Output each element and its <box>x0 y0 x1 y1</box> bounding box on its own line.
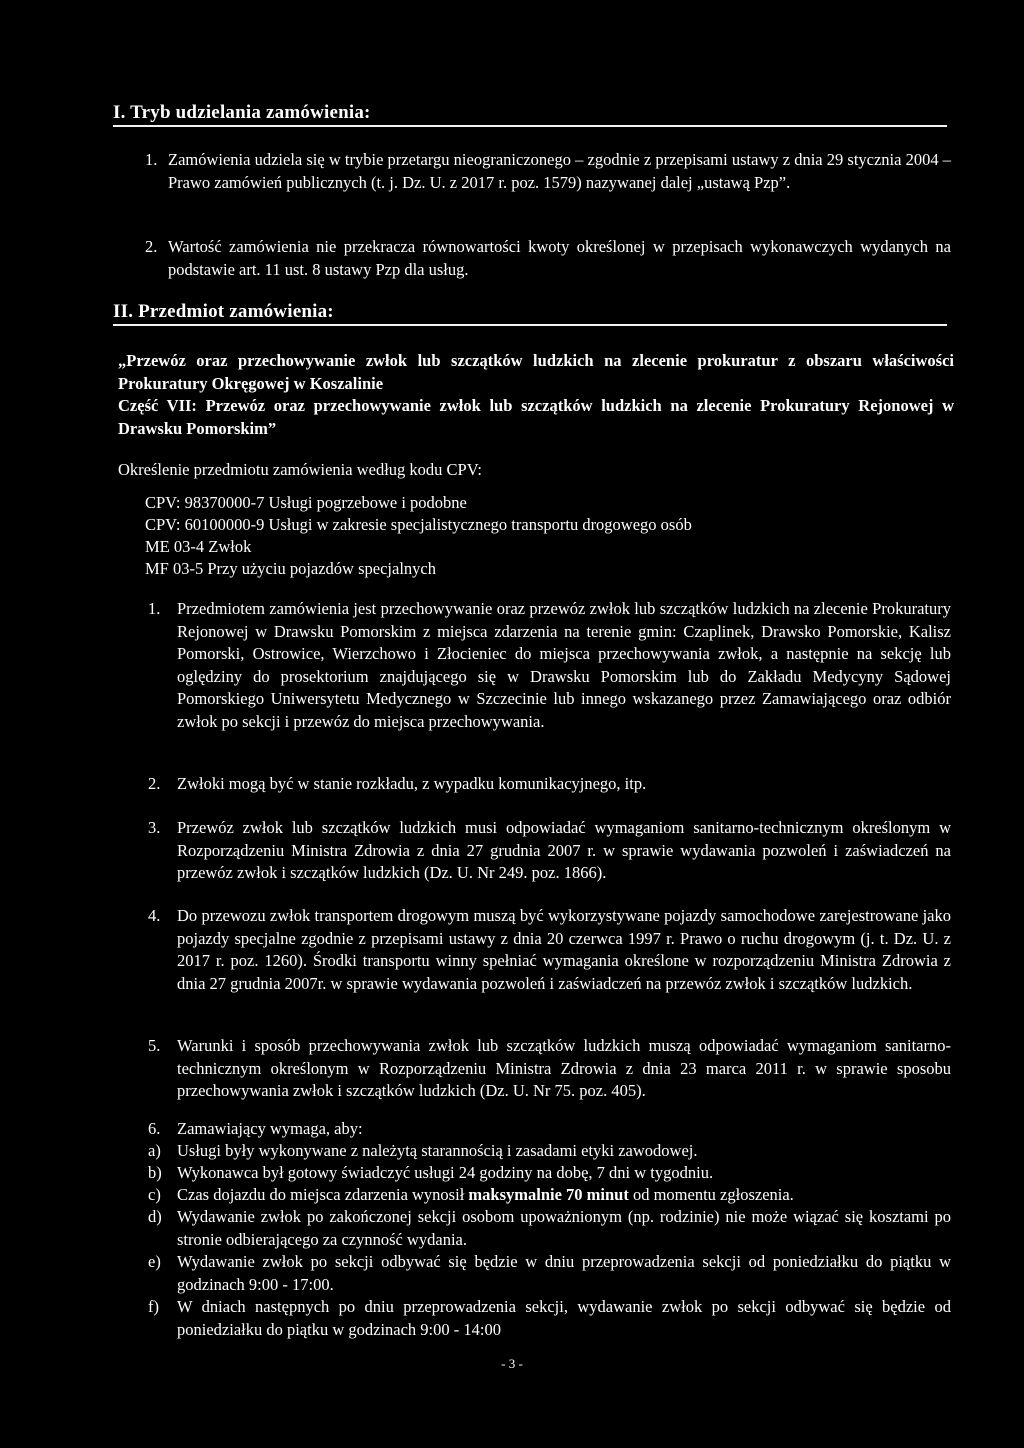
subitem-a: Usługi były wykonywane z należytą starannością i zasadami etyki zawodowej. <box>177 1141 698 1160</box>
contract-title: „Przewóz oraz przechowywanie zwłok lub szczątków ludzkich na zlecenie prokuratur z obszaru właściwości Prokuratury Okręgowej w Koszalinie <box>118 351 954 393</box>
subitem-letter: b) <box>148 1163 162 1182</box>
item-number: 1. <box>148 599 161 618</box>
section-1-rule <box>113 125 947 127</box>
section-1-item-1: Zamówienia udziela się w trybie przetargu nieograniczonego – zgodnie z przepisami ustawy z dnia 29 stycznia 2004 – Prawo zamówień publicznych (t. j. Dz. U. z 2017 r. poz. 1579) nazywanej dalej „ustawą Pzp”. <box>168 150 951 192</box>
section-2-item-4: Do przewozu zwłok transportem drogowym muszą być wykorzystywane pojazdy samochodowe zarejestrowane jako pojazdy specjalne zgodnie z przepisami ustawy z dnia 20 czerwca 1997 r. Prawo o ruchu drogowym (j. t. Dz. U. z 2017 r. poz. 1260). Środki transportu winny spełniać wymagania określone w rozporządzeniu Ministra Zdrowia z dnia 27 grudnia 2007r. w sprawie wydawania pozwoleń i zaświadczeń na przewóz zwłok i szczątków ludzkich. <box>177 906 951 993</box>
subitem-letter: c) <box>148 1185 161 1204</box>
item-number: 5. <box>148 1036 161 1055</box>
subitem-e: Wydawanie zwłok po sekcji odbywać się będzie w dniu przeprowadzenia sekcji od poniedziałku do piątku w godzinach 9:00 - 17:00. <box>177 1252 951 1294</box>
item-number: 1. <box>145 150 158 169</box>
section-2-item-1: Przedmiotem zamówienia jest przechowywanie oraz przewóz zwłok lub szczątków ludzkich na zlecenie Prokuratury Rejonowej w Drawsku Pomorskim z miejsca zdarzenia na terenie gmin: Czaplinek, Drawsko Pomorskie, Kalisz Pomorski, Ostrowice, Wierzchowo i Złocieniec do miejsca przechowywania zwłok, a następnie na sekcję lub oględziny do prosektorium znajdującego się w Drawsku Pomorskim lub do Zakładu Medycyny Sądowej Pomorskiego Uniwersytetu Medycznego w Szczecinie lub innego wskazanego przez Zamawiającego oraz odbiór zwłok po sekcji i przewóz do miejsca przechowywania. <box>177 599 951 731</box>
section-2-heading: II. Przedmiot zamówienia: <box>113 301 334 322</box>
subitem-letter: a) <box>148 1141 161 1160</box>
item-number: 3. <box>148 818 161 837</box>
item-number: 6. <box>148 1119 161 1138</box>
item-number: 2. <box>145 237 158 256</box>
subitem-letter: e) <box>148 1252 161 1271</box>
contract-title-part: Część VII: Przewóz oraz przechowywanie zwłok lub szczątków ludzkich na zlecenie Prokuratury Rejonowej w Drawsku Pomorskim” <box>118 396 954 438</box>
page-number: - 3 - <box>501 1356 523 1371</box>
section-2-item-3: Przewóz zwłok lub szczątków ludzkich musi odpowiadać wymaganiom sanitarno-technicznym określonym w Rozporządzeniu Ministra Zdrowia z dnia 27 grudnia 2007 r. w sprawie wydawania pozwoleń i zaświadczeń na przewóz zwłok i szczątków ludzkich (Dz. U. Nr 249. poz. 1866). <box>177 818 951 882</box>
cpv-intro: Określenie przedmiotu zamówienia według kodu CPV: <box>118 460 482 479</box>
section-1-heading: I. Tryb udzielania zamówienia: <box>113 102 371 123</box>
subitem-letter: f) <box>148 1297 159 1316</box>
subitem-c <box>177 1184 951 1207</box>
cpv-line: CPV: 98370000-7 Usługi pogrzebowe i podobne <box>145 493 467 512</box>
section-1-item-2: Wartość zamówienia nie przekracza równowartości kwoty określonej w przepisach wykonawczych wydanych na podstawie art. 11 ust. 8 ustawy Pzp dla usług. <box>168 237 951 279</box>
section-2-rule <box>113 324 947 326</box>
subitem-c-text: Czas dojazdu do miejsca zdarzenia wynosił <box>177 1185 469 1204</box>
cpv-line: MF 03-5 Przy użyciu pojazdów specjalnych <box>145 559 436 578</box>
cpv-line: CPV: 60100000-9 Usługi w zakresie specjalistycznego transportu drogowego osób <box>145 515 692 534</box>
item-number: 2. <box>148 774 161 793</box>
subitem-d: Wydawanie zwłok po zakończonej sekcji osobom upoważnionym (np. rodzinie) nie może wiązać się kosztami po stronie odbierającego za czynność wydania. <box>177 1207 951 1249</box>
cpv-line: ME 03-4 Zwłok <box>145 537 252 556</box>
section-2-item-5: Warunki i sposób przechowywania zwłok lub szczątków ludzkich muszą odpowiadać wymaganiom sanitarno-technicznym określonym w Rozporządzeniu Ministra Zdrowia z dnia 23 marca 2011 r. w sprawie sposobu przechowywania zwłok i szczątków ludzkich (Dz. U. Nr 75. poz. 405). <box>177 1036 951 1100</box>
subitem-b: Wykonawca był gotowy świadczyć usługi 24 godziny na dobę, 7 dni w tygodniu. <box>177 1163 714 1182</box>
section-2-item-2: Zwłoki mogą być w stanie rozkładu, z wypadku komunikacyjnego, itp. <box>177 774 647 793</box>
item-number: 4. <box>148 906 161 925</box>
section-2-item-6: Zamawiający wymaga, aby: <box>177 1119 363 1138</box>
subitem-c-text-end: od momentu zgłoszenia. <box>628 1185 794 1204</box>
subitem-letter: d) <box>148 1207 162 1226</box>
subitem-c-bold: maksymalnie 70 minut <box>468 1185 629 1204</box>
subitem-f: W dniach następnych po dniu przeprowadzenia sekcji, wydawanie zwłok po sekcji odbywać się będzie od poniedziałku do piątku w godzinach 9:00 - 14:00 <box>177 1297 951 1339</box>
